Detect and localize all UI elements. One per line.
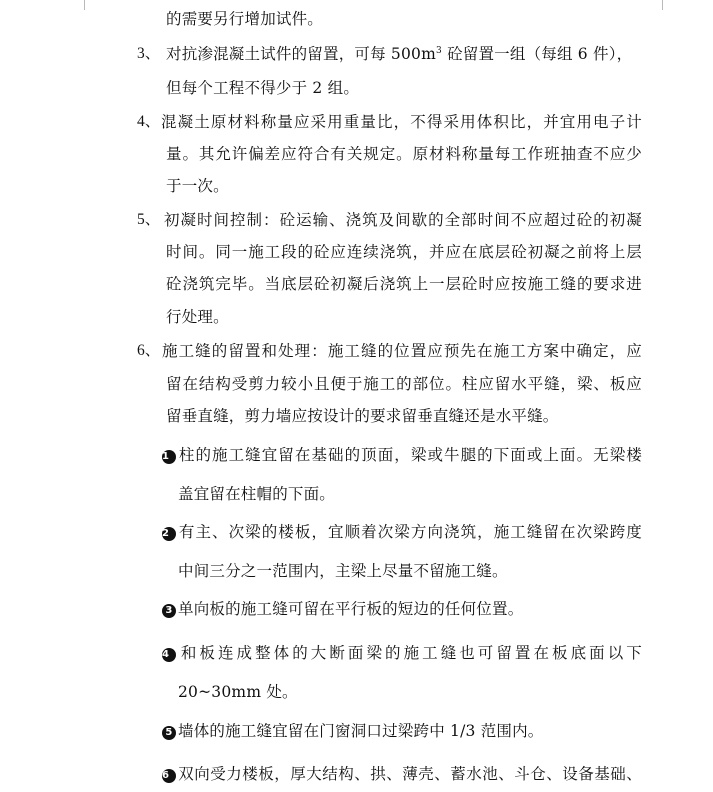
text-line-7: 初凝时间控制：砼运输、浇筑及间歇的全部时间不应超过砼的初凝 — [164, 211, 642, 229]
sub-item-1 — [162, 445, 642, 465]
text-line-12: 留在结构受剪力较小且便于施工的部位。柱应留水平缝，梁、板应 — [166, 375, 642, 393]
crop-mark-top-left — [84, 0, 85, 10]
text-line-4: 混凝土原材料称量应采用重量比，不得采用体积比，并宜用电子计 — [161, 113, 642, 131]
text-segment: 砼留置一组（每组 6 件）， — [441, 45, 633, 63]
text-line-13: 留垂直缝，剪力墙应按设计的要求留垂直缝还是水平缝。 — [166, 407, 559, 425]
sub-item-4 — [162, 643, 642, 663]
text-line-8: 时间。同一施工段的砼应连续浇筑，并应在底层砼初凝之前将上层 — [166, 243, 642, 261]
circled-number-6-icon: 6 — [162, 769, 176, 783]
text-line-1: 的需要另行增加试件。 — [166, 10, 324, 28]
circled-number-4-icon: 4 — [162, 648, 176, 662]
sub-item-text: 双向受力楼板，厚大结构、拱、薄壳、蓄水池、斗仓、设备基础、 — [178, 765, 642, 783]
item-number-5: 5、 — [137, 211, 161, 228]
text-line-2 — [166, 44, 632, 64]
sub-item-4-cont: 20~30mm 处。 — [178, 683, 298, 701]
sub-item-text: 墙体的施工缝宜留在门窗洞口过梁跨中 1/3 范围内。 — [178, 722, 544, 740]
text-line-6: 于一次。 — [166, 177, 229, 195]
superscript: 3 — [436, 45, 442, 56]
item-number-6: 6、 — [137, 342, 161, 359]
sub-item-3 — [162, 599, 523, 619]
sub-item-2 — [162, 522, 642, 542]
text-line-11: 施工缝的留置和处理：施工缝的位置应预先在施工方案中确定，应 — [162, 342, 642, 360]
item-number-3: 3、 — [137, 45, 161, 62]
text-segment: 对抗渗混凝土试件的留置，可每 500m — [166, 45, 437, 63]
circled-number-5-icon: 5 — [162, 726, 176, 740]
sub-item-6 — [162, 764, 642, 784]
sub-item-text: 和板连成整体的大断面梁的施工缝也可留置在板底面以下 — [178, 644, 642, 662]
sub-item-5 — [162, 721, 544, 741]
crop-mark-top-right — [662, 0, 663, 10]
text-line-3: 但每个工程不得少于 2 组。 — [166, 79, 360, 97]
text-line-9: 砼浇筑完毕。当底层砼初凝后浇筑上一层砼时应按施工缝的要求进 — [166, 275, 642, 293]
item-number-4: 4、 — [137, 113, 161, 130]
text-line-10: 行处理。 — [166, 308, 229, 326]
sub-item-1-cont: 盖宜留在柱帽的下面。 — [178, 485, 336, 503]
circled-number-2-icon: 2 — [162, 527, 176, 541]
circled-number-3-icon: 3 — [162, 604, 176, 618]
sub-item-text: 有主、次梁的楼板，宜顺着次梁方向浇筑，施工缝留在次梁跨度 — [178, 523, 642, 541]
sub-item-text: 柱的施工缝宜留在基础的顶面，梁或牛腿的下面或上面。无梁楼 — [178, 446, 642, 464]
sub-item-text: 单向板的施工缝可留在平行板的短边的任何位置。 — [178, 600, 524, 618]
circled-number-1-icon: 1 — [162, 450, 176, 464]
text-line-5: 量。其允许偏差应符合有关规定。原材料称量每工作班抽查不应少 — [166, 145, 642, 163]
sub-item-2-cont: 中间三分之一范围内，主梁上尽量不留施工缝。 — [178, 562, 508, 580]
